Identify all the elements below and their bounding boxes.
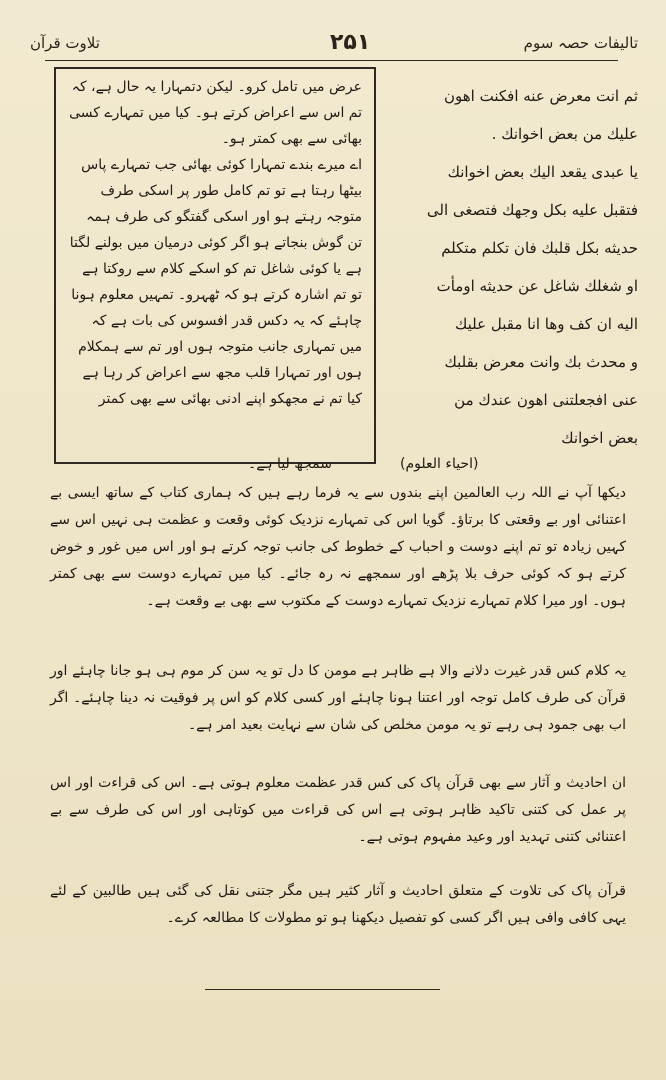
page-number: ۲۵۱ [330,30,371,55]
urdu-translation-text: عرض میں تامل کرو۔ لیکن دتمہارا یہ حال ہے، کہ تم اس سے اعراض کرتے ہو۔ کیا میں تمہارے کسی بھائی سے بھی کمتر ہو۔ اے میرے بندے تمہارا کوئی بھائی جب تمہارے پاس بیٹھا رہتا ہے تو تم کامل طور پر اسکی طرف متوجہ رہتے ہو اور اسکی گفتگو کی طرف ہمہ تن گوش بنجاتے ہو اگر کوئی درمیان میں بولنے لگتا ہے یا کوئی شاغل تم کو اسکے کلام سے روکتا ہے تو تم اشارہ کرتے ہو کہ ٹھہرو۔ تمہیں معلوم ہونا چاہئے کہ یہ دکس قدر افسوس کی بات ہے کہ میں تمہاری جانب متوجہ ہوں اور تم سے ہمکلام ہوں اور تمہارا قلب مجھ سے اعراض کر رہا ہے کیا تم نے مجھکو اپنے ادنی بھائی سے بھی کمتر [69,79,362,407]
paragraph-1: دیکھا آپ نے اللہ رب العالمین اپنے بندوں سے یہ فرما رہے ہیں کہ ہماری کتاب کے ساتھ ایسی بے اعتنائی اور بے وقعتی کا برتاؤ۔ گویا اس کی تمہارے نزدیک کوئی وقعت و عظمت ہی نہیں اس سے کہیں زیادہ تو تم اپنے دوست و احباب کے خطوط کی جانب توجہ کرتے ہو اور اس میں غور و خوض کرتے ہو کہ کوئی حرف بلا پڑھے اور سمجھے نہ رہ جائے۔ کیا میں تمہارے دوست سے بھی کمتر ہوں۔ اور میرا کلام تمہارے نزدیک تمہارے دوست کے مکتوب سے بھی بے وقعت ہے۔ [50,485,626,609]
paragraph-3: ان احادیث و آثار سے بھی قرآن پاک کی کس قدر عظمت معلوم ہوتی ہے۔ اس کی قراءت اور اس پر عمل کی کتنی تاکید ظاہر ہوتی ہے اس کی قراءت میں کوتاہی اور اس کی طرف سے بے اعتنائی کتنی تہدید اور وعید مفہوم ہوتی ہے۔ [50,775,626,845]
book-title: تالیفات حصہ سوم [523,34,638,52]
arabic-hadith-text: ثم انت معرض عنه افكنت اهون عليك من بعض اخوانك . يا عبدى يقعد اليك بعض اخوانك فتقبل عليه بكل وجهك فتصغى الى حديثه بكل قلبك فان تكلم متكلم او شغلك شاغل عن حديثه اومأت اليه ان كف وها انا مقبل عليك و محدث بك وانت معرض بقلبك عنى افجعلتنى اهون عندك من بعض اخوانك [426,87,638,447]
source-citation: (احیاء العلوم) [400,456,479,472]
paragraph-4: قرآن پاک کی تلاوت کے متعلق احادیث و آثار کثیر ہیں مگر جتنی نقل کی گئی ہیں طالبین کے لئے یہی کافی وافی ہیں اگر کسی کو تفصیل دیکھنا ہو تو مطولات کا مطالعہ کرے۔ [50,883,626,926]
chapter-title: تلاوت قرآن [30,34,100,52]
header-rule [45,60,618,61]
end-rule [205,989,440,990]
urdu-translation-box [54,67,376,464]
urdu-translation-closing: سمجھ لیا ہے۔ [248,456,332,472]
paragraph-2: یہ کلام کس قدر غیرت دلانے والا ہے ظاہر ہے مومن کا دل تو یہ سن کر موم ہی ہو جانا چاہئے اور قرآن کی طرف کامل توجہ اور اعتنا ہونا چاہئے اور کسی کلام کو اس پر فوقیت نہ دینا چاہئے۔ اگر اب بھی جمود ہی رہے تو یہ مومن مخلص کی شان سے نہایت بعید امر ہے۔ [50,663,626,733]
page-header [30,30,638,58]
